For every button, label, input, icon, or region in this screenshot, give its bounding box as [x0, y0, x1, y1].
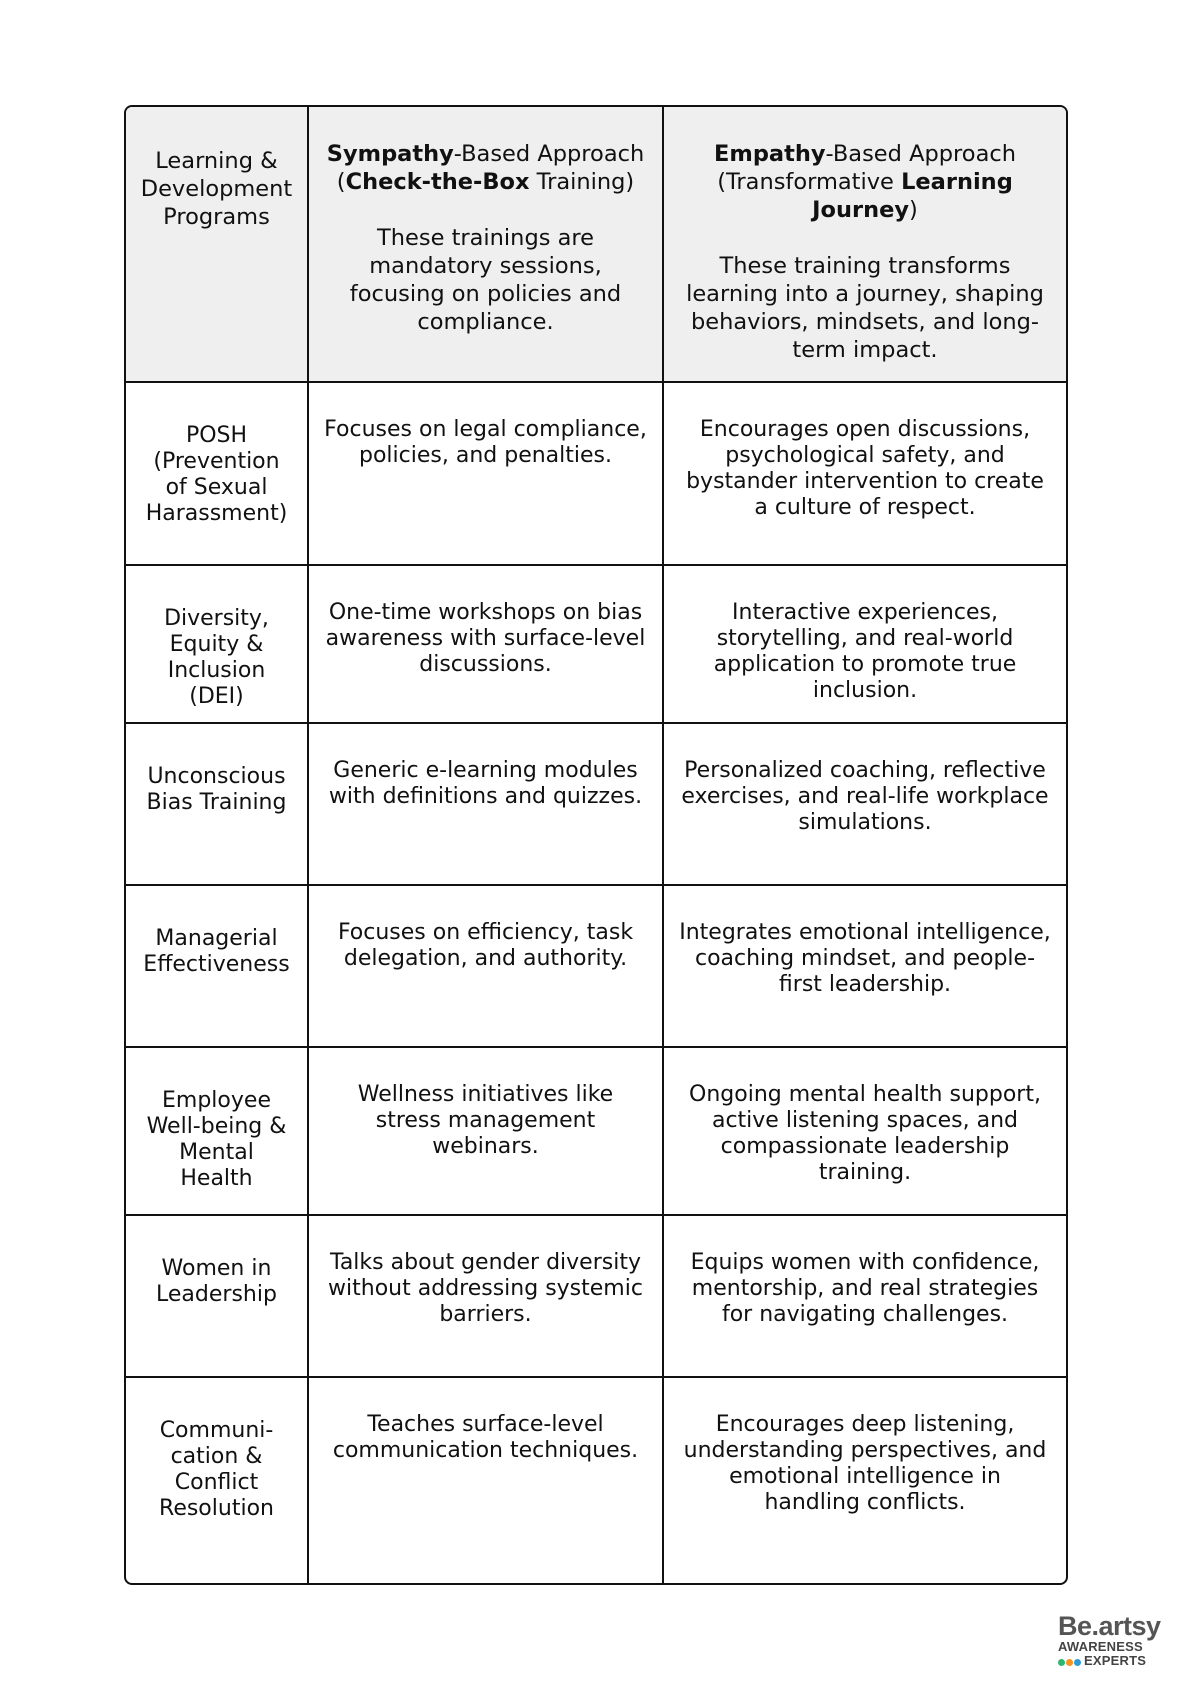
header-sympathy-approach: -Based Approach: [453, 141, 645, 167]
sympathy-cell: Focuses on legal compliance, policies, and penalties.: [308, 382, 663, 565]
logo-name: Be.artsy: [1058, 1611, 1161, 1641]
empathy-cell: Interactive experiences, storytelling, and real-world application to promote true inclusion.: [663, 565, 1066, 723]
empathy-cell: Integrates emotional intelligence, coaching mindset, and people-first leadership.: [663, 885, 1066, 1047]
comparison-table: [124, 105, 1068, 1585]
table-row: [126, 565, 1066, 723]
sympathy-cell: One-time workshops on bias awareness with surface-level discussions.: [308, 565, 663, 723]
table-row: [126, 1047, 1066, 1215]
sympathy-cell: Talks about gender diversity without addressing systemic barriers.: [308, 1215, 663, 1377]
program-cell: Managerial Effectiveness: [126, 885, 308, 1047]
table-header-row: [126, 107, 1066, 382]
logo-tagline-2: EXPERTS: [1084, 1653, 1147, 1668]
table-row: [126, 885, 1066, 1047]
sympathy-cell: Teaches surface-level communication techniques.: [308, 1377, 663, 1583]
empathy-cell: Ongoing mental health support, active listening spaces, and compassionate leadership training.: [663, 1047, 1066, 1215]
logo-tagline-1: AWARENESS: [1058, 1639, 1143, 1654]
header-empathy-journey: Learning Journey: [812, 169, 1013, 223]
sympathy-cell: Wellness initiatives like stress management webinars.: [308, 1047, 663, 1215]
empathy-cell: Personalized coaching, reflective exercises, and real-life workplace simulations.: [663, 723, 1066, 885]
header-programs-label: Learning & Development Programs: [140, 148, 293, 230]
header-sympathy-training: Training): [529, 169, 635, 195]
table-row: [126, 1377, 1066, 1583]
empathy-cell: Encourages open discussions, psychological safety, and bystander intervention to create a culture of respect.: [663, 382, 1066, 565]
header-sympathy-bold: Sympathy: [326, 141, 454, 167]
empathy-cell: Encourages deep listening, understanding perspectives, and emotional intelligence in handling conflicts.: [663, 1377, 1066, 1583]
program-cell: Diversity, Equity & Inclusion (DEI): [126, 565, 308, 723]
table-row: [126, 723, 1066, 885]
header-empathy-approach: -Based Approach: [825, 141, 1016, 167]
empathy-cell: Equips women with confidence, mentorship, and real strategies for navigating challenges.: [663, 1215, 1066, 1377]
program-cell: Employee Well-being & Mental Health: [126, 1047, 308, 1215]
program-cell: Unconscious Bias Training: [126, 723, 308, 885]
program-cell: Women in Leadership: [126, 1215, 308, 1377]
header-sympathy-desc: These trainings are mandatory sessions, focusing on policies and compliance.: [349, 225, 622, 335]
header-empathy-desc: These training transforms learning into a journey, shaping behaviors, mindsets, and long-term impact.: [686, 253, 1044, 363]
logo-dot-orange: [1066, 1659, 1073, 1666]
header-sympathy: [308, 107, 663, 382]
beartsy-logo: [1058, 1612, 1168, 1676]
header-empathy-close: ): [909, 197, 918, 223]
header-programs: [126, 107, 308, 382]
program-cell: POSH (Prevention of Sexual Harassment): [126, 382, 308, 565]
header-empathy-transformative: (Transformative: [717, 169, 902, 195]
sympathy-cell: Focuses on efficiency, task delegation, and authority.: [308, 885, 663, 1047]
program-cell: Communi-cation & Conflict Resolution: [126, 1377, 308, 1583]
logo-dot-blue: [1074, 1659, 1081, 1666]
table-row: [126, 1215, 1066, 1377]
table-row: [126, 382, 1066, 565]
logo-dot-green: [1058, 1659, 1065, 1666]
logo-dots-icon: [1058, 1655, 1082, 1669]
header-sympathy-paren: (: [336, 169, 346, 195]
sympathy-cell: Generic e-learning modules with definitions and quizzes.: [308, 723, 663, 885]
header-empathy-bold: Empathy: [714, 141, 826, 167]
header-sympathy-checkbox: Check-the-Box: [345, 169, 530, 195]
header-empathy: [663, 107, 1066, 382]
